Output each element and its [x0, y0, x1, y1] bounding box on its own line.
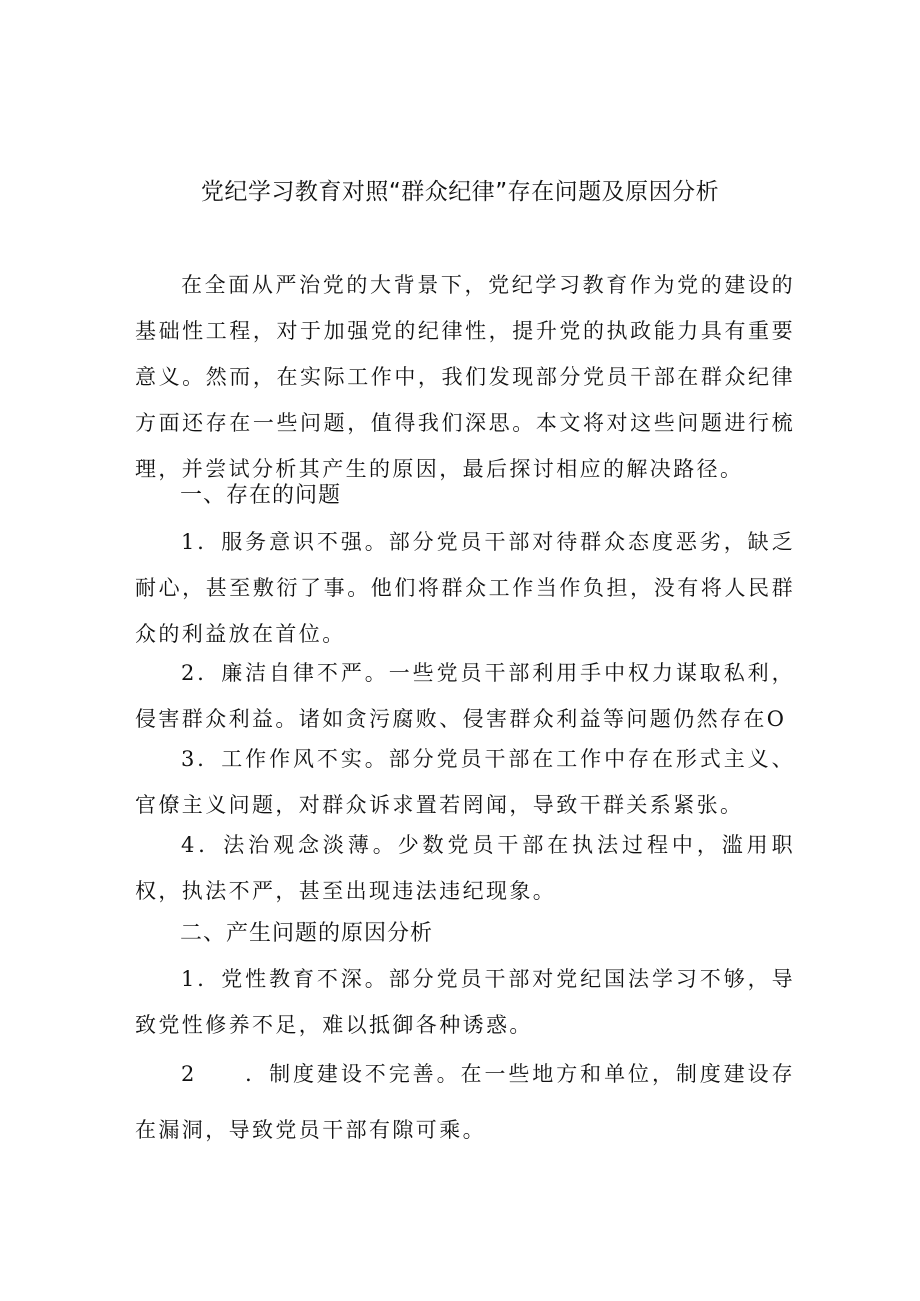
problem-item-4: 4．法治观念淡薄。少数党员干部在执法过程中，滥用职权，执法不严，甚至出现违法违纪现象。: [135, 833, 795, 903]
cause-item-2: 2 ．制度建设不完善。在一些地方和单位，制度建设存在漏洞，导致党员干部有隙可乘。: [135, 1062, 795, 1142]
cause-item-1: 1．党性教育不深。部分党员干部对党纪国法学习不够，导致党性修养不足，难以抵御各种诱惑。: [135, 967, 795, 1037]
section-heading-causes: 二、产生问题的原因分析: [180, 921, 434, 946]
problem-item-1: 1．服务意识不强。部分党员干部对待群众态度恶劣，缺乏耐心，甚至敷衍了事。他们将群众工作当作负担，没有将人民群众的利益放在首位。: [135, 530, 795, 646]
intro-paragraph: 在全面从严治党的大背景下，党纪学习教育作为党的建设的基础性工程，对于加强党的纪律性，提升党的执政能力具有重要意义。然而，在实际工作中，我们发现部分党员干部在群众纪律方面还存在一些问题，值得我们深思。本文将对这些问题进行梳理，并尝试分析其产生的原因，最后探讨相应的解决路径。: [135, 273, 795, 481]
problem-item-2: 2．廉洁自律不严。一些党员干部利用手中权力谋取私利，侵害群众利益。诸如贪污腐败、侵害群众利益等问题仍然存在O: [135, 661, 795, 731]
document-title: 党纪学习教育对照“群众纪律”存在问题及原因分析: [200, 179, 720, 205]
problem-item-3: 3．工作作风不实。部分党员干部在工作中存在形式主义、官僚主义问题，对群众诉求置若罔闻，导致干群关系紧张。: [135, 747, 795, 817]
section-heading-problems: 一、存在的问题: [180, 483, 342, 508]
